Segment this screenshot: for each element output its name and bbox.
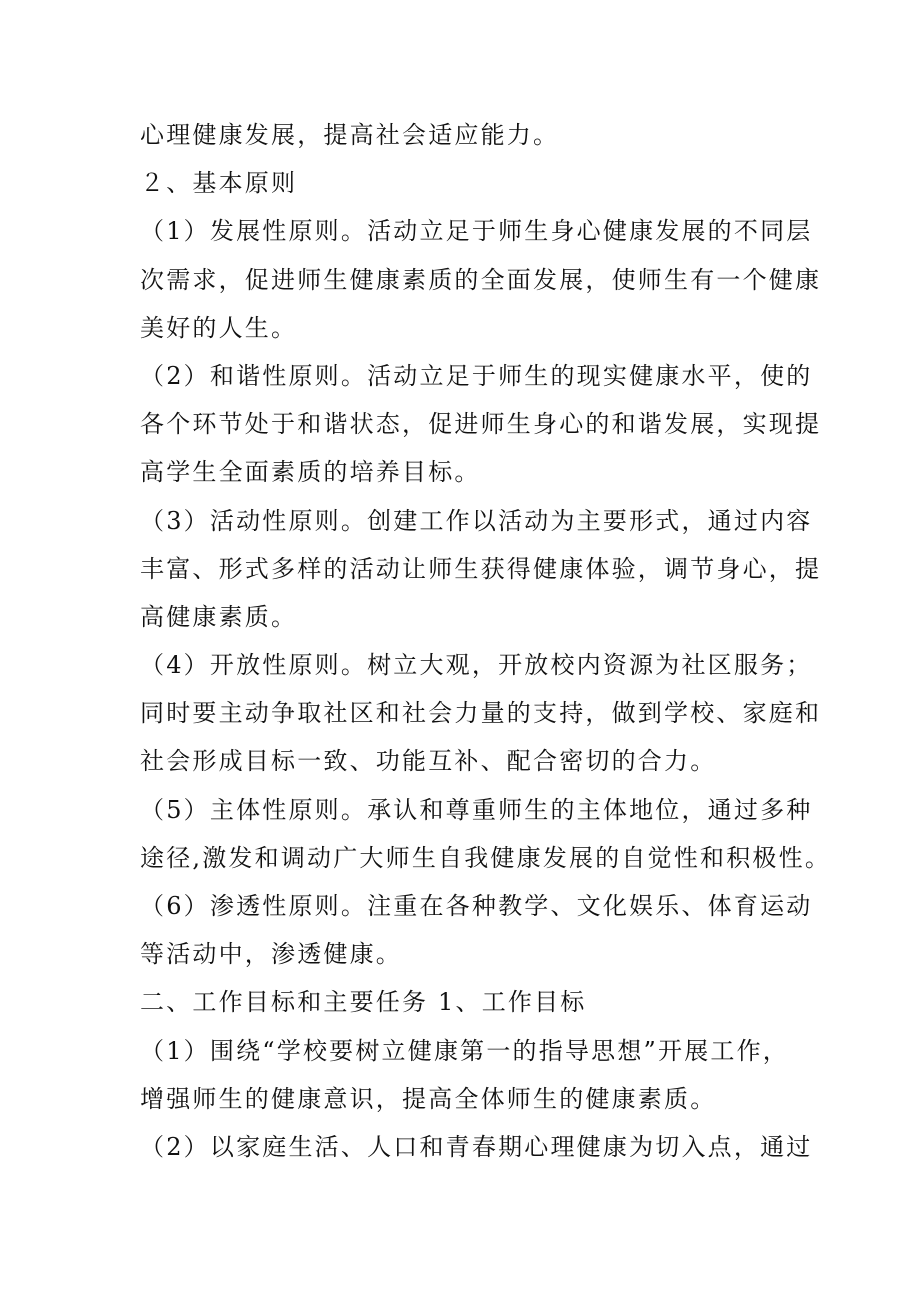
text-line: 美好的人生。 xyxy=(140,313,298,342)
text-line: （5）主体性原则。承认和尊重师生的主体地位，通过多种 xyxy=(140,795,813,824)
text-line: （4）开放性原则。树立大观，开放校内资源为社区服务； xyxy=(140,651,813,680)
section-heading: ２、基本原则 xyxy=(140,169,298,198)
text-line: 各个环节处于和谐状态，促进师生身心的和谐发展，实现提 xyxy=(140,410,822,439)
text-line: （1）围绕“学校要树立健康第一的指导思想”开展工作， xyxy=(140,1036,790,1065)
text-line: 丰富、形式多样的活动让师生获得健康体验，调节身心，提 xyxy=(140,554,822,583)
text-line: 途径,激发和调动广大师生自我健康发展的自觉性和积极性。 xyxy=(140,843,832,872)
text-line: 社会形成目标一致、功能互补、配合密切的合力。 xyxy=(140,747,717,776)
section-heading: 二、工作目标和主要任务 1、工作目标 xyxy=(140,988,587,1017)
text-line: 高健康素质。 xyxy=(140,602,298,631)
text-line: 等活动中，渗透健康。 xyxy=(140,940,402,969)
text-line: （2）和谐性原则。活动立足于师生的现实健康水平，使的 xyxy=(140,361,813,390)
text-line: （2）以家庭生活、人口和青春期心理健康为切入点，通过 xyxy=(140,1132,813,1161)
text-line: （3）活动性原则。创建工作以活动为主要形式，通过内容 xyxy=(140,506,813,535)
text-line: 增强师生的健康意识，提高全体师生的健康素质。 xyxy=(140,1084,717,1113)
text-line: 同时要主动争取社区和社会力量的支持，做到学校、家庭和 xyxy=(140,699,822,728)
document-body xyxy=(140,111,832,1171)
text-line: 高学生全面素质的培养目标。 xyxy=(140,458,481,487)
text-line: （6）渗透性原则。注重在各种教学、文化娱乐、体育运动 xyxy=(140,892,813,920)
text-line: （1）发展性原则。活动立足于师生身心健康发展的不同层 xyxy=(140,217,813,246)
text-line: 心理健康发展，提高社会适应能力。 xyxy=(140,121,560,149)
text-line: 次需求，促进师生健康素质的全面发展，使师生有一个健康 xyxy=(140,265,822,294)
